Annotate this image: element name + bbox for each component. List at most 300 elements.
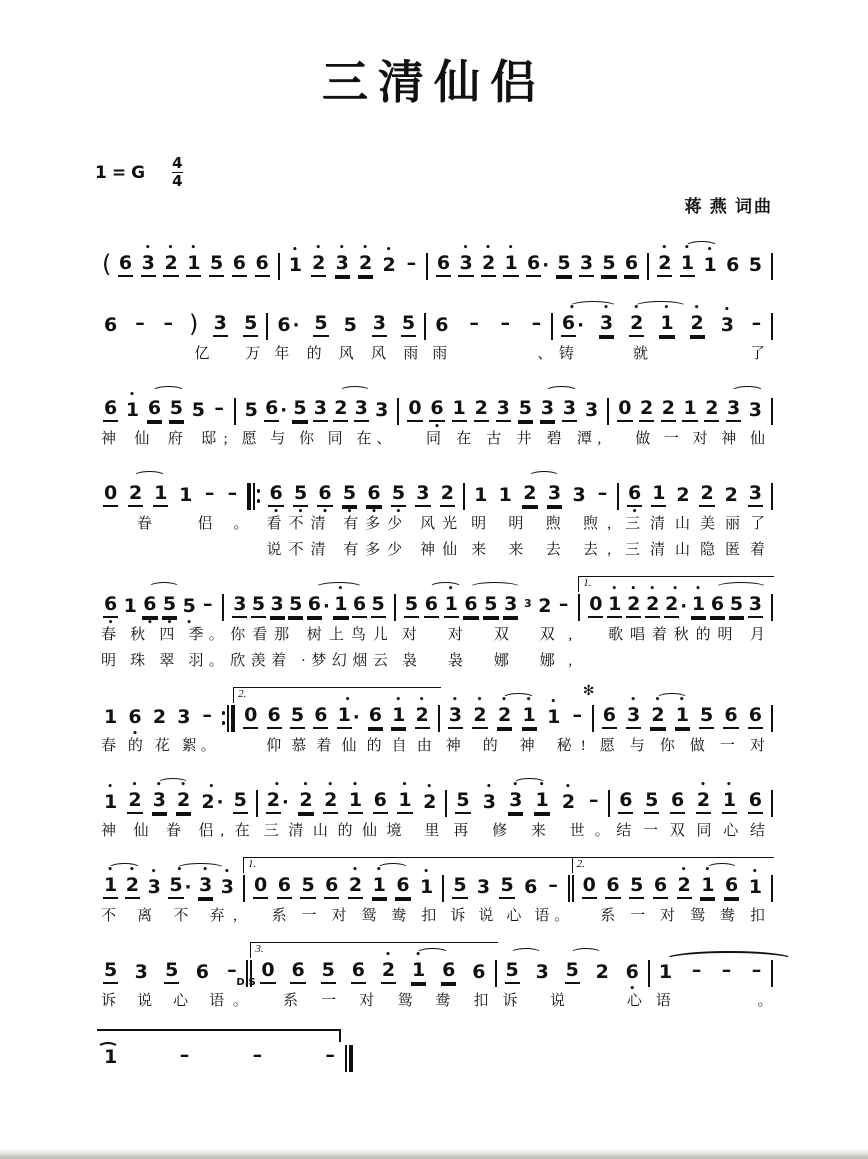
- lyrics-line: 明 明 煦 煦,: [471, 515, 627, 532]
- note: • 3: [482, 781, 496, 813]
- lyrics-line: 明 珠 翠 羽。: [101, 652, 232, 669]
- note: –: [751, 958, 762, 981]
- note: 5 •: [391, 481, 406, 517]
- note: 3: [547, 484, 562, 507]
- octave-dot-above: •: [512, 779, 520, 790]
- octave-dot-above: •: [672, 583, 679, 594]
- octave-dot-below: •: [434, 421, 440, 432]
- volta-bracket: 3.: [250, 942, 497, 958]
- note: 6: [103, 399, 118, 422]
- note: 6: [605, 876, 620, 899]
- octave-dot-above: •: [704, 864, 712, 875]
- note: • 1: [333, 595, 348, 618]
- music-system: [95, 380, 773, 450]
- lyrics-line: 仰慕着仙的自由: [241, 737, 432, 754]
- note: 6: [748, 791, 763, 814]
- lyrics-line: 年 的 风 风 雨: [274, 345, 419, 362]
- note: • 3: [147, 866, 161, 898]
- page-edge-shade: [0, 1149, 868, 1159]
- note: –: [558, 592, 569, 615]
- note: 6 ·: [526, 251, 550, 276]
- octave-dot-below: •: [273, 506, 279, 517]
- note: 5: [644, 791, 659, 814]
- note: • 2: [561, 781, 576, 813]
- note: 2: [152, 705, 167, 728]
- slur-arc: [510, 948, 542, 959]
- octave-dot-above: •: [678, 694, 686, 705]
- note: 3: [503, 595, 518, 618]
- note: –: [202, 592, 213, 615]
- note: 5 •: [162, 592, 177, 628]
- note: • 3: [198, 876, 213, 899]
- note: • 2: [381, 961, 396, 984]
- lyrics-line: 歌唱着秋的明 月: [586, 626, 766, 643]
- notes-row: [426, 295, 551, 339]
- note: –: [469, 311, 479, 334]
- octave-dot-above: •: [611, 583, 619, 594]
- note: 5: [729, 595, 744, 618]
- note: • 2: [423, 781, 437, 813]
- measure: [245, 857, 442, 927]
- note: 5: [371, 595, 386, 618]
- key-signature: [95, 156, 773, 190]
- note: 6 ·: [277, 313, 300, 336]
- octave-dot-above: •: [131, 779, 139, 790]
- note: 1: [682, 399, 697, 422]
- octave-dot-above: •: [385, 244, 393, 255]
- lyrics-line: 神 的 神 秘!: [445, 737, 601, 754]
- octave-dot-above: •: [507, 242, 515, 253]
- note: • 2: [626, 595, 641, 618]
- note: –: [588, 788, 599, 811]
- augmentation-dot: ·: [282, 791, 289, 813]
- lyrics-line: 神 仙 府 邸;: [101, 430, 243, 447]
- note: 3: [213, 314, 228, 337]
- barline-repeat_end: [222, 705, 236, 732]
- measure: [235, 687, 438, 757]
- measure: [609, 380, 771, 450]
- note: –: [163, 311, 173, 334]
- note: 3: [579, 254, 594, 277]
- note: • 2 ·: [201, 781, 224, 813]
- note: 3: [540, 399, 555, 422]
- note: • 2: [323, 791, 338, 814]
- note: 6: [118, 254, 133, 277]
- lyrics-line: 诉 说 心 语。: [101, 992, 256, 1009]
- octave-dot-below: •: [147, 617, 153, 628]
- note: 5: [209, 254, 224, 277]
- note: • 5 ·: [168, 876, 191, 899]
- octave-dot-below: •: [629, 983, 636, 994]
- slur-arc: [528, 471, 560, 482]
- slur-arc: [545, 386, 577, 397]
- octave-dot-above: •: [706, 244, 714, 255]
- note: • 1: [125, 389, 140, 421]
- note: • 1: [522, 706, 537, 729]
- note: –: [179, 1043, 190, 1066]
- note: 3: [134, 960, 148, 983]
- note: • 2: [497, 706, 512, 729]
- note: –: [500, 311, 510, 334]
- lyrics-line: 再 修 来 世。: [453, 822, 618, 839]
- note: 5: [288, 595, 303, 618]
- note: 6 •: [269, 481, 283, 517]
- measure: [396, 576, 588, 672]
- note: 6 •: [367, 481, 381, 517]
- note: 6 •: [318, 481, 332, 517]
- lyrics-line: 亿 万: [101, 345, 261, 362]
- barline-single: [771, 875, 773, 902]
- note: 2: [704, 399, 719, 422]
- octave-dot-below: •: [297, 506, 304, 517]
- octave-dot-above: •: [155, 779, 163, 790]
- note: 5: [601, 254, 616, 277]
- note: 1: [179, 483, 193, 506]
- note: 3: [372, 314, 387, 337]
- note: 1: [104, 1045, 118, 1068]
- music-system: [95, 942, 810, 1012]
- octave-dot-above: •: [476, 694, 484, 705]
- note: –: [202, 703, 212, 726]
- note: • 3: [335, 254, 350, 277]
- lyrics-line: 欣羡着 ·梦幻烟云: [230, 652, 388, 669]
- octave-dot-above: •: [273, 779, 281, 790]
- note: 6: [424, 595, 439, 618]
- measure: [610, 772, 771, 842]
- note: • 6 ·: [561, 314, 584, 337]
- note: –: [227, 481, 238, 504]
- lyrics-line: 诉 说 心: [502, 992, 657, 1009]
- measure: [95, 235, 278, 280]
- note: 6: [395, 876, 410, 899]
- slur-arc: [469, 582, 521, 593]
- octave-dot-above: •: [633, 302, 641, 313]
- note: 6: [147, 399, 162, 422]
- note: • 1: [348, 791, 363, 814]
- note: 2: [639, 399, 654, 422]
- notes-row: [236, 380, 398, 424]
- note: 2: [128, 484, 143, 507]
- augmentation-dot: ·: [184, 876, 192, 898]
- note: 3: [562, 399, 577, 422]
- measure: [95, 465, 256, 561]
- note: 6: [602, 706, 617, 729]
- music-system: [95, 295, 780, 365]
- octave-dot-above: •: [751, 866, 759, 877]
- key-prefix: 1: [95, 162, 107, 183]
- note: 5: [483, 595, 498, 618]
- octave-dot-above: •: [723, 304, 731, 315]
- note: 3: [476, 875, 491, 898]
- measure: [95, 380, 243, 450]
- note: 6: [373, 791, 388, 814]
- note: • 1: [659, 314, 674, 337]
- notes-row: [465, 465, 617, 509]
- note: –: [751, 311, 762, 334]
- lyrics-line: 系 一 对 鸳 鸯 扣: [579, 907, 765, 924]
- octave-dot-above: •: [663, 302, 671, 313]
- octave-dot-above: •: [684, 242, 691, 253]
- note: 0: [260, 961, 275, 984]
- lyrics-line: 铸 就 了: [558, 345, 780, 362]
- slur-arc: [133, 471, 165, 482]
- notes-row: [428, 235, 647, 279]
- note: 6 •: [628, 481, 642, 517]
- octave-dot-above: •: [223, 866, 231, 877]
- octave-dot-above: •: [630, 694, 638, 705]
- octave-dot-below: •: [186, 617, 193, 628]
- note: 2: [333, 399, 348, 422]
- note: 6: [624, 254, 639, 277]
- measure: [236, 942, 494, 1012]
- augmentation-dot: ·: [352, 706, 360, 728]
- note: 3: [726, 399, 741, 422]
- note: 5: [243, 314, 258, 337]
- note: • 2: [311, 254, 326, 277]
- notes-row: [260, 465, 463, 517]
- measure: [95, 576, 232, 672]
- octave-dot-below: •: [166, 617, 173, 628]
- notes-row: [95, 687, 222, 739]
- note: 2: [676, 483, 690, 506]
- note: 0: [407, 399, 422, 422]
- measure: [465, 465, 627, 561]
- barline-single: [771, 313, 773, 340]
- note: • 3: [599, 314, 614, 337]
- barline-single: [771, 253, 773, 280]
- notes-row: [553, 295, 771, 339]
- lyrics-line: 春 的 花 絮。: [101, 737, 216, 754]
- note: 5: [244, 398, 258, 421]
- lyrics-line: 眷 侣。: [101, 515, 256, 532]
- dal-segno-mark: D.S: [236, 976, 256, 988]
- note: 5: [401, 314, 416, 337]
- octave-dot-above: •: [451, 694, 459, 705]
- note: 6: [352, 595, 367, 618]
- note: –: [721, 958, 732, 981]
- octave-dot-above: •: [525, 694, 533, 705]
- note: 6: [441, 961, 456, 984]
- tie-end-arc: [97, 1042, 119, 1055]
- note: 3: [584, 398, 599, 421]
- music-system: [95, 682, 773, 757]
- note: • 2: [125, 876, 140, 899]
- note: • 2 ·: [266, 779, 289, 813]
- tie-arc: [664, 951, 794, 968]
- octave-dot-above: •: [569, 302, 576, 313]
- notes-row: [95, 235, 278, 279]
- lyrics-line: 看不清 有多少 风光: [266, 515, 458, 532]
- measure: [95, 295, 266, 365]
- note: 5: [699, 706, 714, 729]
- note: 5: [748, 253, 762, 276]
- notes-row: [609, 380, 771, 424]
- notes-row: [396, 576, 578, 620]
- slur-arc: [176, 863, 224, 874]
- note: 6: [368, 706, 383, 729]
- notes-row: [619, 465, 771, 517]
- lyrics-line: 三清山的仙境 里: [263, 822, 440, 839]
- note: 0: [253, 876, 268, 899]
- barline-single: [771, 398, 773, 425]
- music-system: [95, 772, 773, 842]
- note: • 3: [626, 706, 641, 729]
- note: 2: [595, 960, 609, 983]
- music-system: [95, 857, 773, 927]
- time-signature: [172, 156, 182, 190]
- note: 3: [524, 596, 532, 610]
- note: • 1: [444, 595, 459, 618]
- note: 0: [243, 706, 258, 729]
- note: 0: [617, 399, 632, 422]
- note: • 2: [650, 706, 665, 729]
- note: 1: [498, 483, 512, 506]
- octave-dot-above: •: [375, 864, 383, 875]
- note: 0: [588, 595, 603, 618]
- measure: [224, 576, 394, 672]
- octave-dot-above: •: [401, 779, 409, 790]
- octave-dot-above: •: [344, 694, 352, 705]
- notes-row: [440, 687, 592, 731]
- note: 1: [658, 960, 673, 983]
- note: • 2: [358, 254, 373, 277]
- note: 6: [726, 253, 740, 276]
- note: –: [325, 1043, 335, 1066]
- note: –: [597, 481, 608, 504]
- note: • 1: [691, 595, 706, 618]
- note: • 2: [690, 314, 705, 337]
- note: • 1: [104, 781, 118, 813]
- note: 6: [724, 876, 739, 899]
- lyrics-line: 三 清 山 隐 匿 着: [625, 541, 766, 558]
- note: 5: [169, 399, 184, 422]
- note: 3: [535, 960, 549, 983]
- augmentation-dot: ·: [577, 314, 584, 336]
- lyrics-line: 对 对 双 双,: [401, 626, 588, 643]
- note: 1: [104, 705, 118, 728]
- note: 6 ·: [265, 396, 288, 421]
- octave-dot-above: •: [550, 696, 558, 707]
- note: 6: [313, 706, 328, 729]
- octave-dot-below: •: [631, 506, 638, 517]
- segno-icon: ✻: [582, 682, 595, 699]
- measure: [260, 465, 463, 561]
- notes-row: [95, 576, 222, 628]
- music-system: [95, 465, 773, 561]
- note: • 2: [677, 876, 692, 899]
- barline-single: [771, 790, 773, 817]
- octave-dot-above: •: [337, 583, 345, 594]
- note: • 3: [448, 706, 463, 729]
- note: 3: [415, 484, 430, 507]
- note: • 1: [288, 244, 302, 276]
- note: 6: [351, 961, 366, 984]
- note: 6: [255, 254, 270, 277]
- lyrics-line: 诉 说 心 语。: [450, 907, 577, 924]
- note: 5: [404, 595, 419, 618]
- note: 5: [505, 961, 520, 984]
- note: 6: [267, 706, 282, 729]
- barline-single: [771, 594, 773, 621]
- measure: [258, 772, 446, 842]
- slur-arc: [339, 386, 371, 397]
- note: 5: [300, 876, 315, 899]
- octave-dot-above: •: [385, 949, 392, 960]
- octave-dot-above: •: [695, 583, 702, 594]
- tie-bracket: [97, 1029, 341, 1042]
- barline-final: [345, 1045, 353, 1072]
- notes-row: [610, 772, 771, 816]
- note: • 2: [348, 876, 363, 899]
- note: 3: [313, 399, 328, 422]
- note: • 1: [748, 866, 762, 898]
- note: 5: [292, 399, 307, 422]
- note: 2: [474, 399, 489, 422]
- notes-row: [447, 772, 608, 816]
- augmentation-dot: ·: [292, 314, 300, 336]
- note: 6: [723, 706, 738, 729]
- octave-dot-below: •: [371, 506, 377, 517]
- note: 3: [748, 595, 763, 618]
- augmentation-dot: ·: [542, 254, 550, 276]
- note: 6 •: [625, 960, 639, 994]
- slur-arc: [634, 301, 686, 312]
- note: • 1: [411, 961, 426, 984]
- note: –: [531, 311, 542, 334]
- note: • 1: [700, 876, 715, 899]
- note: 3: [375, 398, 389, 421]
- octave-dot-above: •: [180, 779, 188, 790]
- note: 5: [321, 961, 336, 984]
- octave-dot-above: •: [338, 242, 346, 253]
- slur-arc: [429, 582, 461, 593]
- meta-block: [95, 156, 773, 217]
- note: • 1: [397, 791, 412, 814]
- note: • 2 ·: [665, 583, 688, 617]
- lyrics-line: 你看那 树上鸟儿: [230, 626, 388, 643]
- note: • 1: [607, 595, 622, 618]
- note: 6: [670, 791, 685, 814]
- notes-row: [268, 295, 424, 339]
- composer-credit: 蒋 燕 词曲: [684, 196, 773, 216]
- note: 6: [195, 960, 209, 983]
- measure: [428, 235, 647, 280]
- notes-row: [497, 942, 648, 994]
- repeat-dots: [222, 705, 226, 732]
- note: 6 •: [430, 396, 444, 432]
- measure: [440, 687, 601, 757]
- note: 5: [251, 595, 266, 618]
- octave-dot-below: •: [107, 617, 114, 628]
- note: 1: [474, 483, 488, 506]
- music-system: [95, 1027, 353, 1072]
- note: 0: [582, 876, 597, 899]
- note: 6: [436, 254, 451, 277]
- lyrics-line: 系 一 对 鸳 鸯 扣: [258, 992, 489, 1009]
- note: 6: [435, 313, 449, 336]
- key-letter: G: [131, 162, 146, 183]
- note: 3: [748, 398, 762, 421]
- score: [95, 235, 810, 1072]
- measure: [95, 772, 256, 842]
- note: 3: [354, 399, 369, 422]
- music-system: [95, 576, 773, 672]
- note: • 2: [696, 791, 711, 814]
- note: 6 •: [142, 595, 157, 618]
- octave-dot-below: •: [346, 506, 353, 517]
- note: 5 •: [293, 481, 308, 517]
- octave-dot-below: •: [395, 506, 402, 517]
